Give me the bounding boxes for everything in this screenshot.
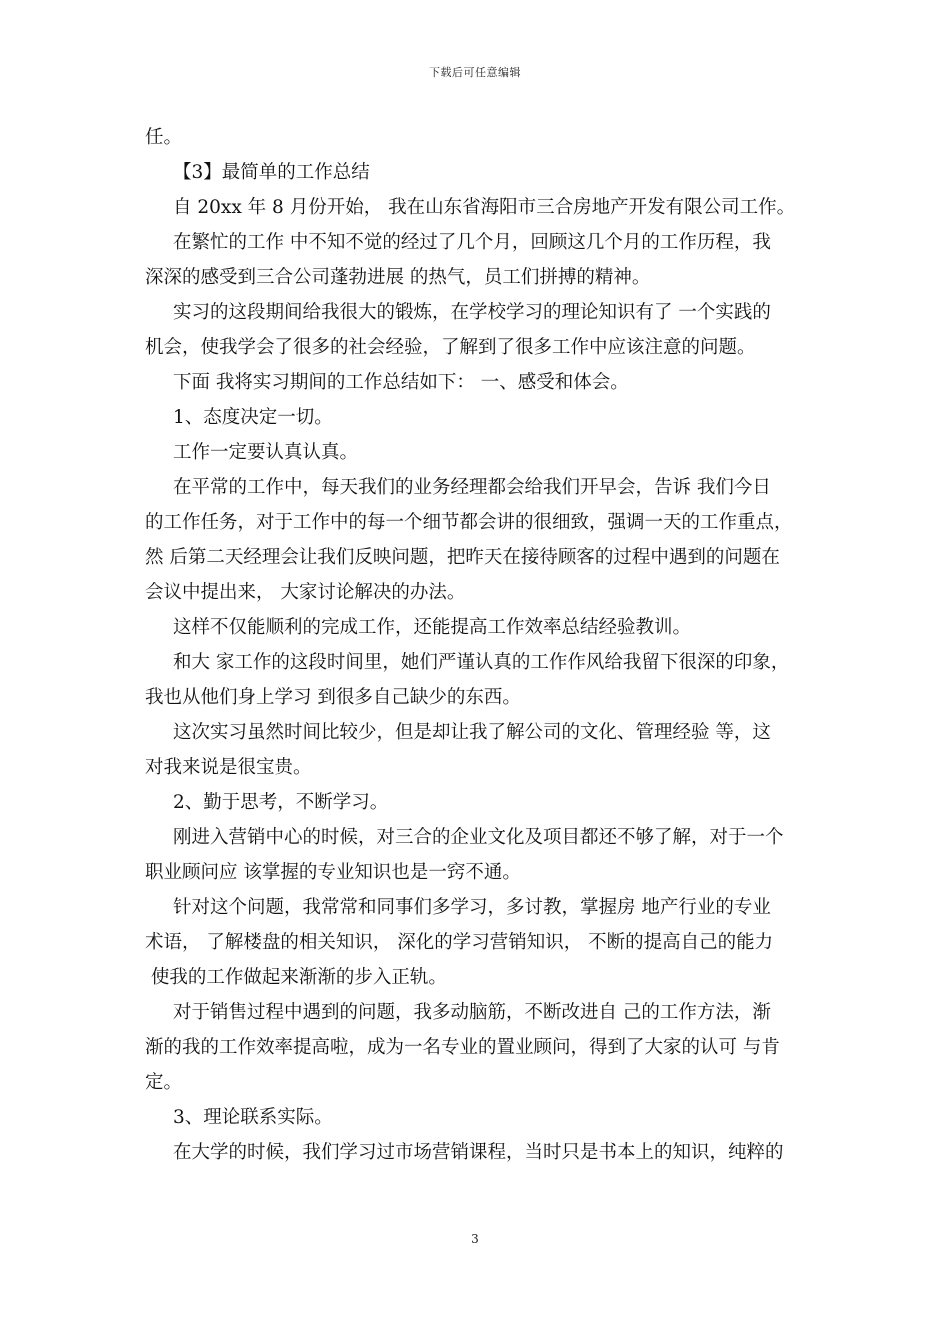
text-line: 我也从他们身上学习 到很多自己缺少的东西。 [145, 687, 521, 708]
text-line: 针对这个问题，我常常和同事们多学习，多讨教，掌握房 地产行业的专业 [173, 897, 771, 918]
text-line: 机会，使我学会了很多的社会经验，了解到了很多工作中应该注意的问题。 [145, 337, 756, 358]
text-line: 然 后第二天经理会让我们反映问题，把昨天在接待顾客的过程中遇到的问题在 [145, 547, 780, 568]
text-line: 实习的这段期间给我很大的锻炼，在学校学习的理论知识有了 一个实践的 [173, 302, 771, 323]
text-line: 职业顾问应 该掌握的专业知识也是一窍不通。 [145, 862, 521, 883]
text-line: 深深的感受到三合公司蓬勃进展 的热气，员工们拼搏的精神。 [145, 267, 651, 288]
text-line: 渐的我的工作效率提高啦，成为一名专业的置业顾问，得到了大家的认可 与肯 [145, 1037, 780, 1058]
text-line: 在繁忙的工作 中不知不觉的经过了几个月，回顾这几个月的工作历程，我 [173, 232, 771, 253]
text-line: 和大 家工作的这段时间里，她们严谨认真的工作作风给我留下很深的印象， [173, 652, 790, 673]
list-heading: 3、理论联系实际。 [173, 1107, 333, 1128]
text-line: 工作一定要认真认真。 [173, 442, 359, 463]
text-line: 对于销售过程中遇到的问题，我多动脑筋，不断改进自 己的工作方法，渐 [173, 1002, 771, 1023]
text-line: 在平常的工作中，每天我们的业务经理都会给我们开早会，告诉 我们今日 [173, 477, 771, 498]
text-line: 这次实习虽然时间比较少，但是却让我了解公司的文化、管理经验 等，这 [173, 722, 771, 743]
text-line: 的工作任务，对于工作中的每一个细节都会讲的很细致，强调一天的工作重点， [145, 512, 793, 533]
text-line: 自 20xx 年 8 月份开始， 我在山东省海阳市三合房地产开发有限公司工作。 [173, 197, 796, 218]
page-header: 下载后可任意编辑 [429, 66, 521, 79]
page-number: 3 [471, 1232, 479, 1246]
text-line: 对我来说是很宝贵。 [145, 757, 312, 778]
text-line: 任。 [145, 127, 183, 148]
text-line: 刚进入营销中心的时候，对三合的企业文化及项目都还不够了解，对于一个 [173, 827, 784, 848]
text-line: 术语， 了解楼盘的相关知识， 深化的学习营销知识， 不断的提高自己的能力 [145, 932, 774, 953]
text-line: 会议中提出来， 大家讨论解决的办法。 [145, 582, 466, 603]
text-line: 定。 [145, 1072, 183, 1093]
text-line: 使我的工作做起来渐渐的步入正轨。 [145, 967, 447, 988]
document-body [145, 120, 825, 1170]
list-heading: 1、态度决定一切。 [173, 407, 333, 428]
section-heading: 【3】最简单的工作总结 [173, 162, 370, 183]
text-line: 下面 我将实习期间的工作总结如下： 一、感受和体会。 [173, 372, 629, 393]
text-line: 在大学的时候，我们学习过市场营销课程，当时只是书本上的知识，纯粹的 [173, 1142, 784, 1163]
text-line: 这样不仅能顺利的完成工作，还能提高工作效率总结经验教训。 [173, 617, 692, 638]
list-heading: 2、勤于思考，不断学习。 [173, 792, 389, 813]
